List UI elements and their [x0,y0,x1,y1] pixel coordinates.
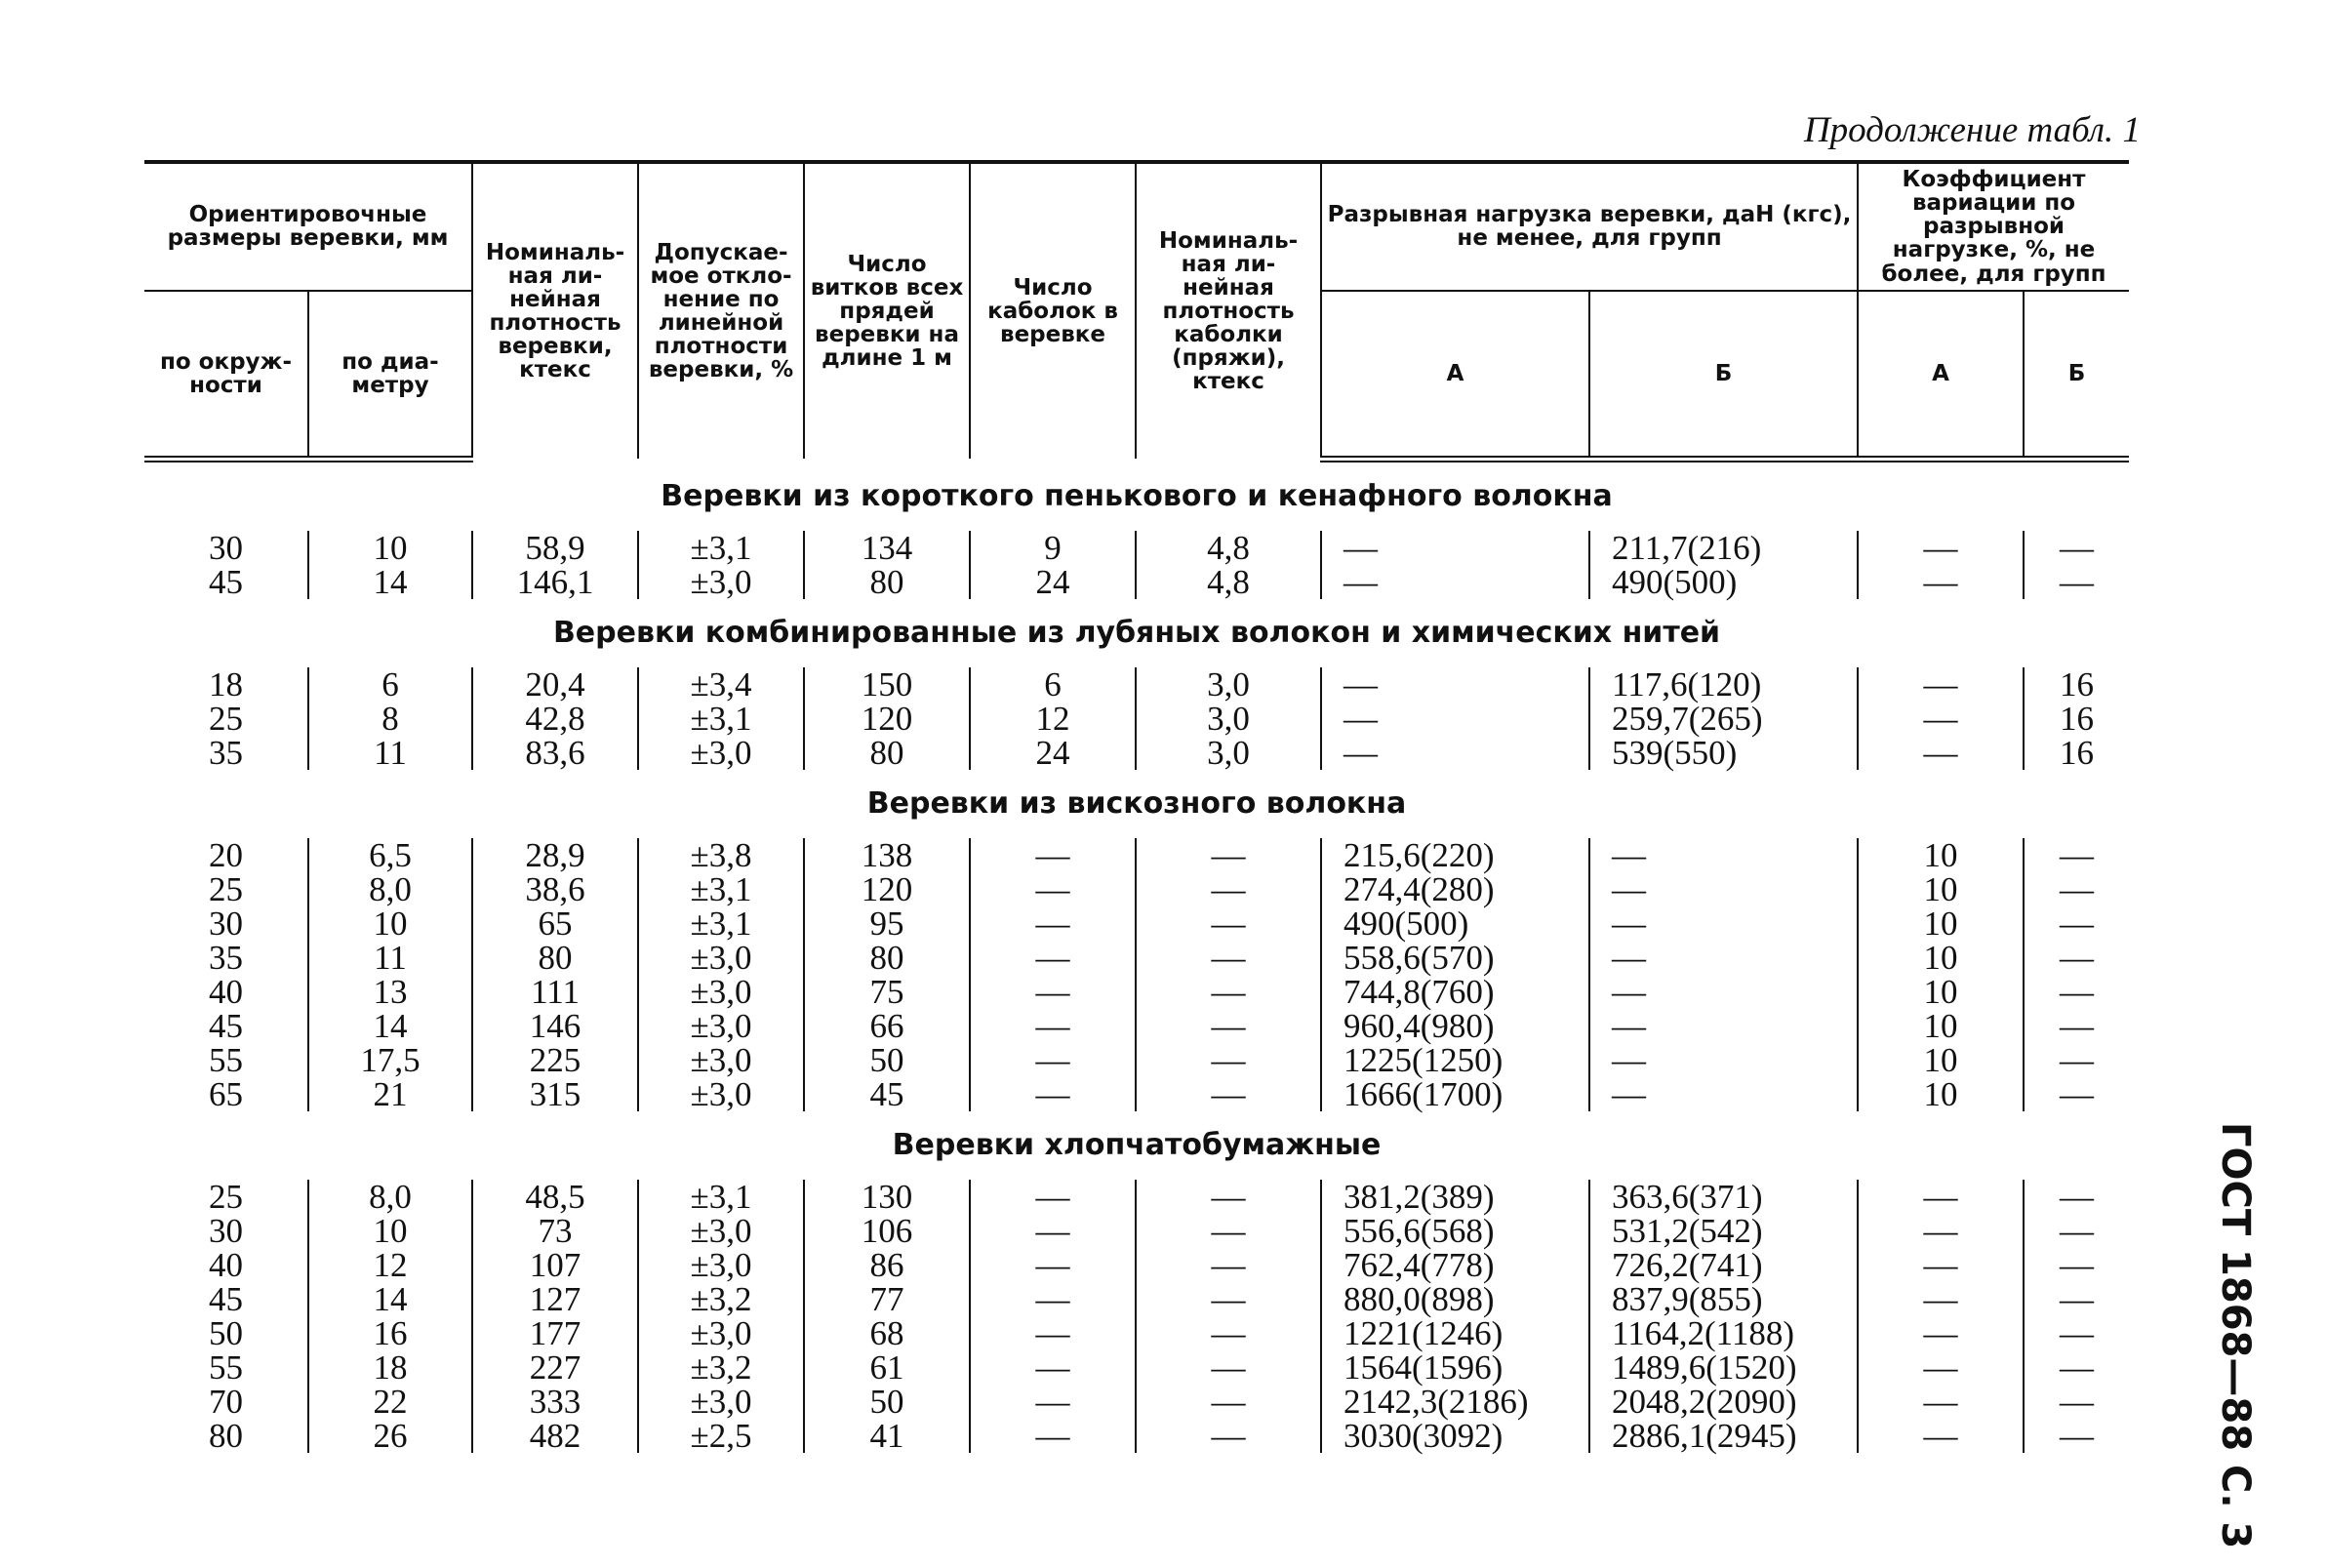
table-cell: 77 [804,1282,970,1316]
table-cell: 68 [804,1316,970,1350]
table-cell: ±3,8 [638,838,804,872]
table-cell: 762,4(778) [1321,1248,1589,1282]
table-cell: 744,8(760) [1321,975,1589,1009]
table-cell: 10 [1858,1077,2024,1111]
table-row [144,531,2129,565]
table-cell: ±2,5 [638,1419,804,1453]
table-cell: 14 [308,1009,472,1043]
table-cell: — [2060,938,2095,977]
table-cell: ±3,1 [638,872,804,906]
table-cell: 1164,2(1188) [1589,1316,1858,1350]
table-cell: 10 [1858,838,2024,872]
table-cell: 26 [308,1419,472,1453]
table-cell: ±3,0 [638,1043,804,1077]
table-cell: 10 [1858,1009,2024,1043]
table-cell: — [1136,1180,1321,1214]
table-cell: 65 [144,1077,308,1111]
table-cell: — [1136,1077,1321,1111]
header-breaking-load: Разрывная нагрузка веревки, даН (кгс), не менее, для групп [1321,162,1858,291]
table-cell: ±3,0 [638,1385,804,1419]
table-cell: — [1589,1043,1858,1077]
table-cell: 80 [804,941,970,975]
header-group-b: Б [1589,291,1858,460]
table-cell: — [2060,1313,2095,1352]
table-cell: 1666(1700) [1321,1077,1589,1111]
table-cell: 177 [472,1316,638,1350]
table-cell: 58,9 [472,531,638,565]
table-cell: 66 [804,1009,970,1043]
table-cell: ±3,2 [638,1350,804,1385]
table-cell: — [1136,1350,1321,1385]
table-cell: — [1136,872,1321,906]
table-cell: 4,8 [1136,531,1321,565]
table-row [144,1248,2129,1282]
table-cell: — [1858,1385,2024,1419]
table-cell: 40 [144,975,308,1009]
table-cell: 120 [804,702,970,736]
table-cell: — [970,1385,1136,1419]
table-cell: — [1858,1248,2024,1282]
table-cell: 146 [472,1009,638,1043]
table-cell: — [1136,1214,1321,1248]
table-cell: 6 [308,667,472,702]
table-cell: 146,1 [472,565,638,599]
table-cell: 556,6(568) [1321,1214,1589,1248]
table-cell: — [970,1009,1136,1043]
table-cell: 138 [804,838,970,872]
table-cell: — [2060,835,2095,874]
table-row [144,1419,2129,1453]
table-cell: — [1858,1419,2024,1453]
table-cell: — [970,941,1136,975]
table-cell: — [2060,1347,2095,1387]
table-cell: 490(500) [1589,565,1858,599]
section-heading-row [144,599,2129,667]
table-cell: — [1589,1077,1858,1111]
table-cell: — [2060,1006,2095,1045]
table-cell: 25 [144,1180,308,1214]
table-row [144,1180,2129,1214]
table-cell: 86 [804,1248,970,1282]
table-cell: 111 [472,975,638,1009]
table-cell: — [1858,667,2024,702]
table-cell: 10 [1858,941,2024,975]
section-title: Веревки комбинированные из лубяных волокон и химических нитей [552,615,1721,650]
table-cell: 24 [970,736,1136,770]
table-cell: — [970,975,1136,1009]
table-cell: — [1858,531,2024,565]
table-cell: 381,2(389) [1321,1180,1589,1214]
table-cell: 45 [804,1077,970,1111]
table-cell: — [1136,941,1321,975]
table-cell: — [2060,1245,2095,1284]
table-cell: 150 [804,667,970,702]
table-cell: — [1589,941,1858,975]
table-cell: 2142,3(2186) [1321,1385,1589,1419]
table-cell: — [970,1248,1136,1282]
table-cell: 16 [2060,699,2095,738]
table-cell: 50 [804,1385,970,1419]
table-cell: 10 [1858,906,2024,941]
table-cell: 42,8 [472,702,638,736]
table-cell: — [1136,1043,1321,1077]
table-cell: — [2060,869,2095,908]
table-cell: 55 [144,1043,308,1077]
table-cell: 2886,1(2945) [1589,1419,1858,1453]
table-cell: 490(500) [1321,906,1589,941]
table-cell: 55 [144,1350,308,1385]
page-side-label: ГОСТ 1868—88 С. 3 [2213,1122,2258,1549]
table-cell: 11 [308,736,472,770]
table-cell: 130 [804,1180,970,1214]
table-cell: 35 [144,941,308,975]
header-approx-sizes: Ориентировочные размеры веревки, мм [144,162,472,291]
table-cell: 16 [2060,664,2095,704]
table-cell: 80 [804,736,970,770]
table-cell: 18 [308,1350,472,1385]
table-cell: 41 [804,1419,970,1453]
table-row [144,736,2129,770]
table-cell: ±3,0 [638,1316,804,1350]
table-cell: — [1136,1419,1321,1453]
table-cell: — [1589,838,1858,872]
table-cell: 880,0(898) [1321,1282,1589,1316]
table-cell: 12 [970,702,1136,736]
table-cell: 6,5 [308,838,472,872]
table-cell: 1225(1250) [1321,1043,1589,1077]
table-cell: 3030(3092) [1321,1419,1589,1453]
table-cell: — [1136,1282,1321,1316]
table-cell: 45 [144,1282,308,1316]
table-row [144,667,2129,702]
table-cell: 120 [804,872,970,906]
header-strand-density: Номиналь-ная ли-нейная плотность каболки (пряжи), ктекс [1136,162,1321,459]
table-cell: — [1136,1385,1321,1419]
table-cell: 482 [472,1419,638,1453]
table-cell: 3,0 [1136,736,1321,770]
table-cell: — [2060,1416,2095,1455]
table-cell: 225 [472,1043,638,1077]
table-cell: — [1321,531,1589,565]
header-diameter: по диа-метру [308,291,472,460]
table-cell: — [1136,1316,1321,1350]
table-cell: — [1136,1009,1321,1043]
table-cell: 25 [144,702,308,736]
table-cell: 726,2(741) [1589,1248,1858,1282]
table-cell: 837,9(855) [1589,1282,1858,1316]
table-cell: 960,4(980) [1321,1009,1589,1043]
table-cell: — [1321,736,1589,770]
table-cell: 14 [308,565,472,599]
table-cell: ±3,0 [638,565,804,599]
table-cell: 38,6 [472,872,638,906]
table-cell: — [1858,1316,2024,1350]
header-coef-group-b: Б [2024,291,2129,460]
table-cell: — [1136,1248,1321,1282]
table-cell: — [1858,565,2024,599]
table-cell: ±3,0 [638,736,804,770]
table-cell: — [1136,838,1321,872]
table-cell: 70 [144,1385,308,1419]
table-cell: 80 [472,941,638,975]
table-cell: 259,7(265) [1589,702,1858,736]
header-group-a: А [1321,291,1589,460]
table-row [144,1282,2129,1316]
table-cell: 531,2(542) [1589,1214,1858,1248]
table-cell: 30 [144,531,308,565]
table-cell: — [1321,702,1589,736]
table-cell: 117,6(120) [1589,667,1858,702]
section-title: Веревки из вискозного волокна [866,785,1407,821]
table-cell: 12 [308,1248,472,1282]
table-continuation-caption: Продолжение табл. 1 [1803,110,2141,150]
table-cell: 95 [804,906,970,941]
table-cell: 80 [144,1419,308,1453]
table-cell: 2048,2(2090) [1589,1385,1858,1419]
table-cell: 9 [970,531,1136,565]
table-cell: ±3,4 [638,667,804,702]
header-coef-variation: Коэффициент вариации по разрывной нагрузке, %, не более, для групп [1858,162,2129,291]
table-cell: — [1858,736,2024,770]
table-cell: — [2060,904,2095,943]
table-cell: — [970,1350,1136,1385]
table-cell: 17,5 [308,1043,472,1077]
table-row [144,1009,2129,1043]
table-cell: ±3,0 [638,1009,804,1043]
table-cell: 45 [144,565,308,599]
table-cell: 1564(1596) [1321,1350,1589,1385]
header-circumference: по окруж-ности [144,291,308,460]
table-cell: 227 [472,1350,638,1385]
table-cell: 18 [144,667,308,702]
table-cell: ±3,0 [638,1214,804,1248]
table-cell: 8,0 [308,872,472,906]
table-cell: 134 [804,531,970,565]
table-cell: 10 [1858,872,2024,906]
table-cell: — [970,1214,1136,1248]
table-cell: 539(550) [1589,736,1858,770]
table-row [144,941,2129,975]
header-strands: Число каболок в веревке [970,162,1136,459]
header-turns: Число витков всех прядей веревки на длине 1 м [804,162,970,459]
table-row [144,872,2129,906]
table-body [144,459,2129,1453]
table-cell: 83,6 [472,736,638,770]
table-row [144,975,2129,1009]
table-cell: — [2060,1279,2095,1318]
header-coef-group-a: А [1858,291,2024,460]
table-row [144,1077,2129,1111]
table-cell: ±3,0 [638,941,804,975]
table-cell: 3,0 [1136,667,1321,702]
table-cell: 127 [472,1282,638,1316]
table-cell: — [1589,906,1858,941]
table-cell: ±3,0 [638,1248,804,1282]
table-cell: 4,8 [1136,565,1321,599]
table-cell: 45 [144,1009,308,1043]
section-title: Веревки хлопчатобумажные [892,1127,1382,1162]
table-cell: 106 [804,1214,970,1248]
table-row [144,565,2129,599]
table-cell: — [1589,872,1858,906]
table-cell: 315 [472,1077,638,1111]
table-cell: 10 [308,531,472,565]
table-row [144,1214,2129,1248]
table-cell: 73 [472,1214,638,1248]
table-cell: — [1858,1214,2024,1248]
table-cell: — [970,838,1136,872]
table-cell: 11 [308,941,472,975]
table-cell: — [970,1043,1136,1077]
table-cell: ±3,1 [638,1180,804,1214]
table-cell: — [1858,702,2024,736]
table-cell: 16 [308,1316,472,1350]
table-cell: 50 [804,1043,970,1077]
table-cell: — [970,906,1136,941]
table-cell: 75 [804,975,970,1009]
table-cell: — [2060,528,2095,567]
table-cell: 13 [308,975,472,1009]
table-cell: 25 [144,872,308,906]
table-cell: 10 [1858,1043,2024,1077]
table-cell: 215,6(220) [1321,838,1589,872]
table-cell: 10 [308,906,472,941]
table-cell: 40 [144,1248,308,1282]
table-cell: — [1858,1180,2024,1214]
table-cell: 20 [144,838,308,872]
table-row [144,838,2129,872]
table-cell: 28,9 [472,838,638,872]
table-cell: — [970,872,1136,906]
table-cell: ±3,2 [638,1282,804,1316]
table-cell: — [970,1419,1136,1453]
table-cell: ±3,1 [638,702,804,736]
table-cell: 8,0 [308,1180,472,1214]
table-cell: 65 [472,906,638,941]
table-cell: — [2060,972,2095,1011]
header-allowed-deviation: Допускае-мое откло-нение по линейной плотности веревки, % [638,162,804,459]
table-cell: 20,4 [472,667,638,702]
table-cell: — [2060,1074,2095,1113]
section-heading-row [144,459,2129,531]
table-cell: 30 [144,906,308,941]
table-cell: ±3,1 [638,531,804,565]
table-row [144,702,2129,736]
table-cell: 80 [804,565,970,599]
table-cell: 558,6(570) [1321,941,1589,975]
table-cell: — [2060,1040,2095,1079]
table-cell: — [1321,667,1589,702]
table-cell: 35 [144,736,308,770]
table-cell: — [970,1180,1136,1214]
table-cell: 274,4(280) [1321,872,1589,906]
table-cell: 8 [308,702,472,736]
table-cell: — [970,1077,1136,1111]
section-heading-row [144,770,2129,838]
table-cell: 48,5 [472,1180,638,1214]
table-cell: 3,0 [1136,702,1321,736]
table-cell: — [1589,1009,1858,1043]
section-title: Веревки из короткого пенькового и кенафного волокна [661,478,1613,513]
table-cell: — [1858,1282,2024,1316]
table-cell: 107 [472,1248,638,1282]
table-row [144,1316,2129,1350]
header-nominal-density: Номиналь-ная ли-нейная плотность веревки, ктекс [472,162,638,459]
table-cell: ±3,1 [638,906,804,941]
table-cell: 50 [144,1316,308,1350]
table-cell: 24 [970,565,1136,599]
table-row [144,1043,2129,1077]
table-cell: — [970,1316,1136,1350]
table-cell: — [1589,975,1858,1009]
table-cell: 6 [970,667,1136,702]
table-cell: 1489,6(1520) [1589,1350,1858,1385]
table-cell: — [1858,1350,2024,1385]
table-row [144,1385,2129,1419]
table-cell: 16 [2060,733,2095,772]
table-cell: 211,7(216) [1589,531,1858,565]
table-cell: — [1136,906,1321,941]
table-row [144,1350,2129,1385]
table-cell: 30 [144,1214,308,1248]
table-cell: ±3,0 [638,1077,804,1111]
rope-specifications-table [144,160,2129,1453]
table-cell: 1221(1246) [1321,1316,1589,1350]
table-cell: — [2060,1211,2095,1250]
table-cell: 14 [308,1282,472,1316]
table-cell: 333 [472,1385,638,1419]
table-cell: 22 [308,1385,472,1419]
table-cell: 363,6(371) [1589,1180,1858,1214]
table-cell: — [2060,1382,2095,1421]
table-row [144,906,2129,941]
table-cell: ±3,0 [638,975,804,1009]
table-cell: — [2060,562,2095,601]
table-cell: 21 [308,1077,472,1111]
table-cell: — [1321,565,1589,599]
table-cell: — [1136,975,1321,1009]
table-cell: 61 [804,1350,970,1385]
table-cell: 10 [1858,975,2024,1009]
table-cell: — [2060,1177,2095,1216]
table-cell: — [970,1282,1136,1316]
section-heading-row [144,1111,2129,1180]
table-cell: 10 [308,1214,472,1248]
